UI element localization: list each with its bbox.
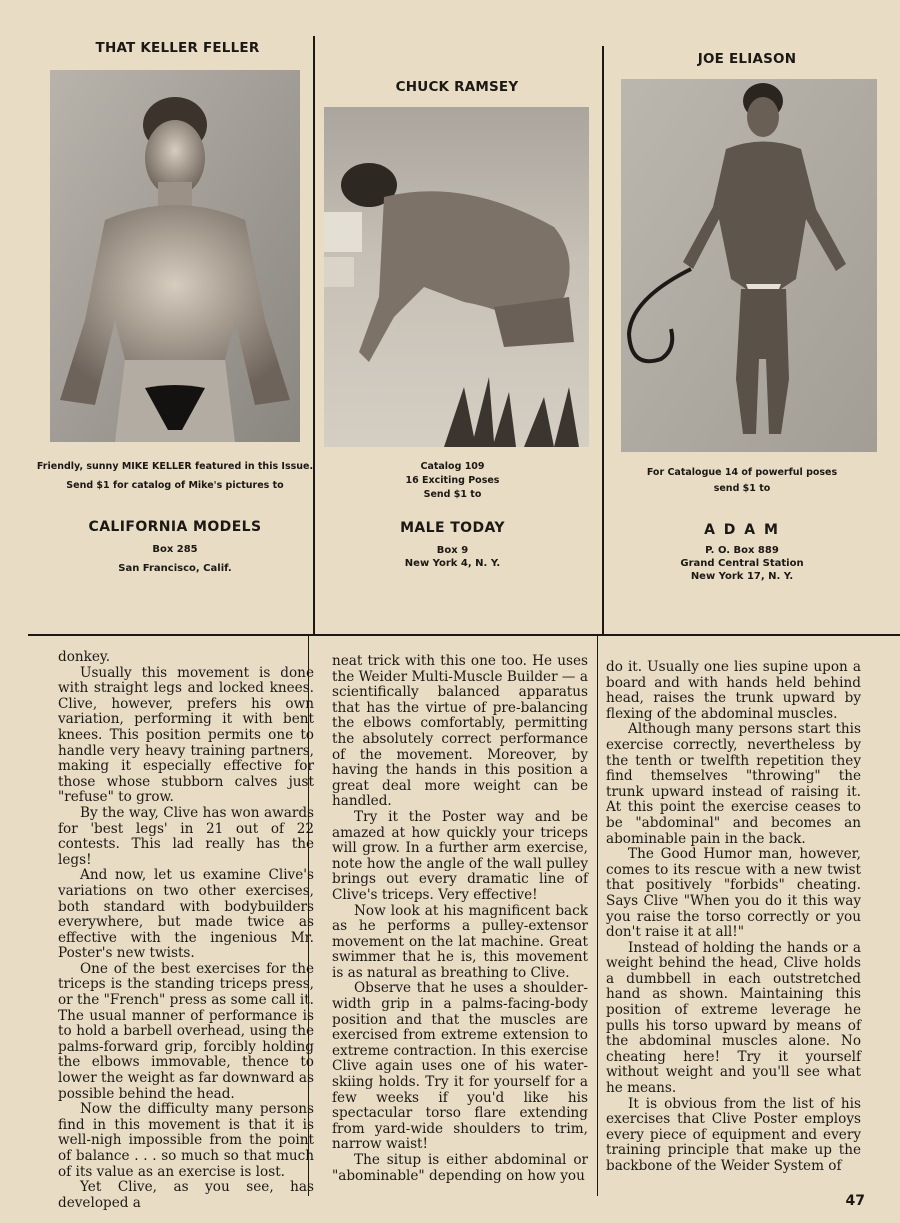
paragraph: And now, let us examine Clive's variations on two other exercises, both standard with bodybuilders everywhere, but made twice as effective with the ingenious Mr. Poster's new twists. [58,867,314,962]
paragraph: Yet Clive, as you see, has developed a [58,1179,314,1211]
paragraph: Now look at his magnificent back as he performs a pulley-extensor movement on the lat machine. Great swimmer that he is, this movement is as natural as breathing to Clive. [332,902,588,981]
ad-address: P. O. Box 889 Grand Central Station New York 17, N. Y. [680,545,804,582]
paragraph: Instead of holding the hands or a weight behind the head, Clive holds a dumbbell in each outstretched hand as shown. Maintaining this position of extreme leverage he pulls his torso upward by means of the abdominal muscles alone. No cheating here! Try it yourself without weight and you'll see what he means. [606,939,861,1097]
ad-company: CALIFORNIA MODELS [88,519,262,535]
paragraph: Observe that he uses a shoulder-width grip in a palms-facing-body position and that the muscles are exercised from extreme extension to extreme contraction. In this exercise Clive again uses one of his water-skiing holds. Try it for yourself for a few weeks if you'd like his spectacular torso flare extending from yard-wide shoulders to trim, narrow waist! [332,980,588,1153]
paragraph: One of the best exercises for the triceps is the standing triceps press, or the "French" press as some call it. The usual manner of performance is to hold a barbell overhead, using the palms-forward grip, forcibly holding the elbows immovable, thence to lower the weight as far downward as possible behind the head. [58,960,314,1102]
ad-caption: Friendly, sunny MIKE KELLER featured in this Issue. Send $1 for catalog of Mike's pictures to [36,461,314,491]
paragraph: By the way, Clive has won awards for 'best legs' in 21 out of 22 contests. This lad really has the legs! [58,804,314,868]
paragraph: donkey. [58,649,111,665]
ad-company: A D A M [704,522,780,538]
ad-caption: Catalog 109 16 Exciting Poses Send $1 to [405,461,500,500]
paragraph: Although many persons start this exercise correctly, nevertheless by the tenth or twelfth repetition they find themselves "throwing" the trunk upward instead of raising it. At this point the exercise ceases to be "abdominal" and becomes an abominable pain in the back. [606,721,861,847]
ad-title: CHUCK RAMSEY [395,79,519,95]
paragraph: The Good Humor man, however, comes to its rescue with a new twist that positively "forbids" cheating. Says Clive "When you do it this way you raise the torso correctly or you don't raise it at all!" [606,846,861,941]
ad-title: JOE ELIASON [697,51,797,67]
paragraph: neat trick with this one too. He uses the Weider Multi-Muscle Builder — a scientifically balanced apparatus that has the virtue of pre-balancing the elbows comfortably, permitting the absolutely correct performance of the movement. Moreover, by having the hands in this position a great deal more weight can be handled. [332,653,588,810]
page-number: 47 [845,1193,865,1209]
photo-mike-keller [50,70,300,442]
article-column-3 [606,660,861,1175]
ad-caption: For Catalogue 14 of powerful poses send $1 to [646,467,838,494]
ad-title: THAT KELLER FELLER [95,40,260,56]
paragraph: It is obvious from the list of his exercises that Clive Poster employs every piece of equipment and every training principle that make up the backbone of the Weider System of [606,1095,861,1174]
ad-bottom-rule [28,634,900,636]
article-column-2 [332,654,588,1184]
ad-company: MALE TODAY [400,520,505,536]
column-divider-right [597,636,598,1196]
paragraph: Try it the Poster way and be amazed at how quickly your triceps will grow. In a further arm exercise, note how the angle of the wall pulley brings out every dramatic line of Clive's triceps. Very effective! [332,808,588,903]
ad-address: Box 285 San Francisco, Calif. [118,544,232,574]
paragraph: Now the difficulty many persons find in this movement is that it is well-nigh impossible from the point of balance . . . so much so that much of its value as an exercise is lost. [58,1101,314,1180]
photo-chuck-ramsey [324,107,589,447]
article-column-1 [58,650,314,1211]
paragraph: Usually this movement is done with straight legs and locked knees. Clive, however, prefers his own variation, performing it with bent knees. This position permits one to handle very heavy training partners, making it especially effective for those whose stubborn calves just "refuse" to grow. [58,664,314,806]
paragraph: The situp is either abdominal or "abominable" depending on how you [332,1152,588,1184]
ad-address: Box 9 New York 4, N. Y. [404,545,501,569]
paragraph: do it. Usually one lies supine upon a board and with hands held behind head, raises the trunk upward by flexing of the abdominal muscles. [606,659,861,722]
photo-joe-eliason [621,79,877,452]
